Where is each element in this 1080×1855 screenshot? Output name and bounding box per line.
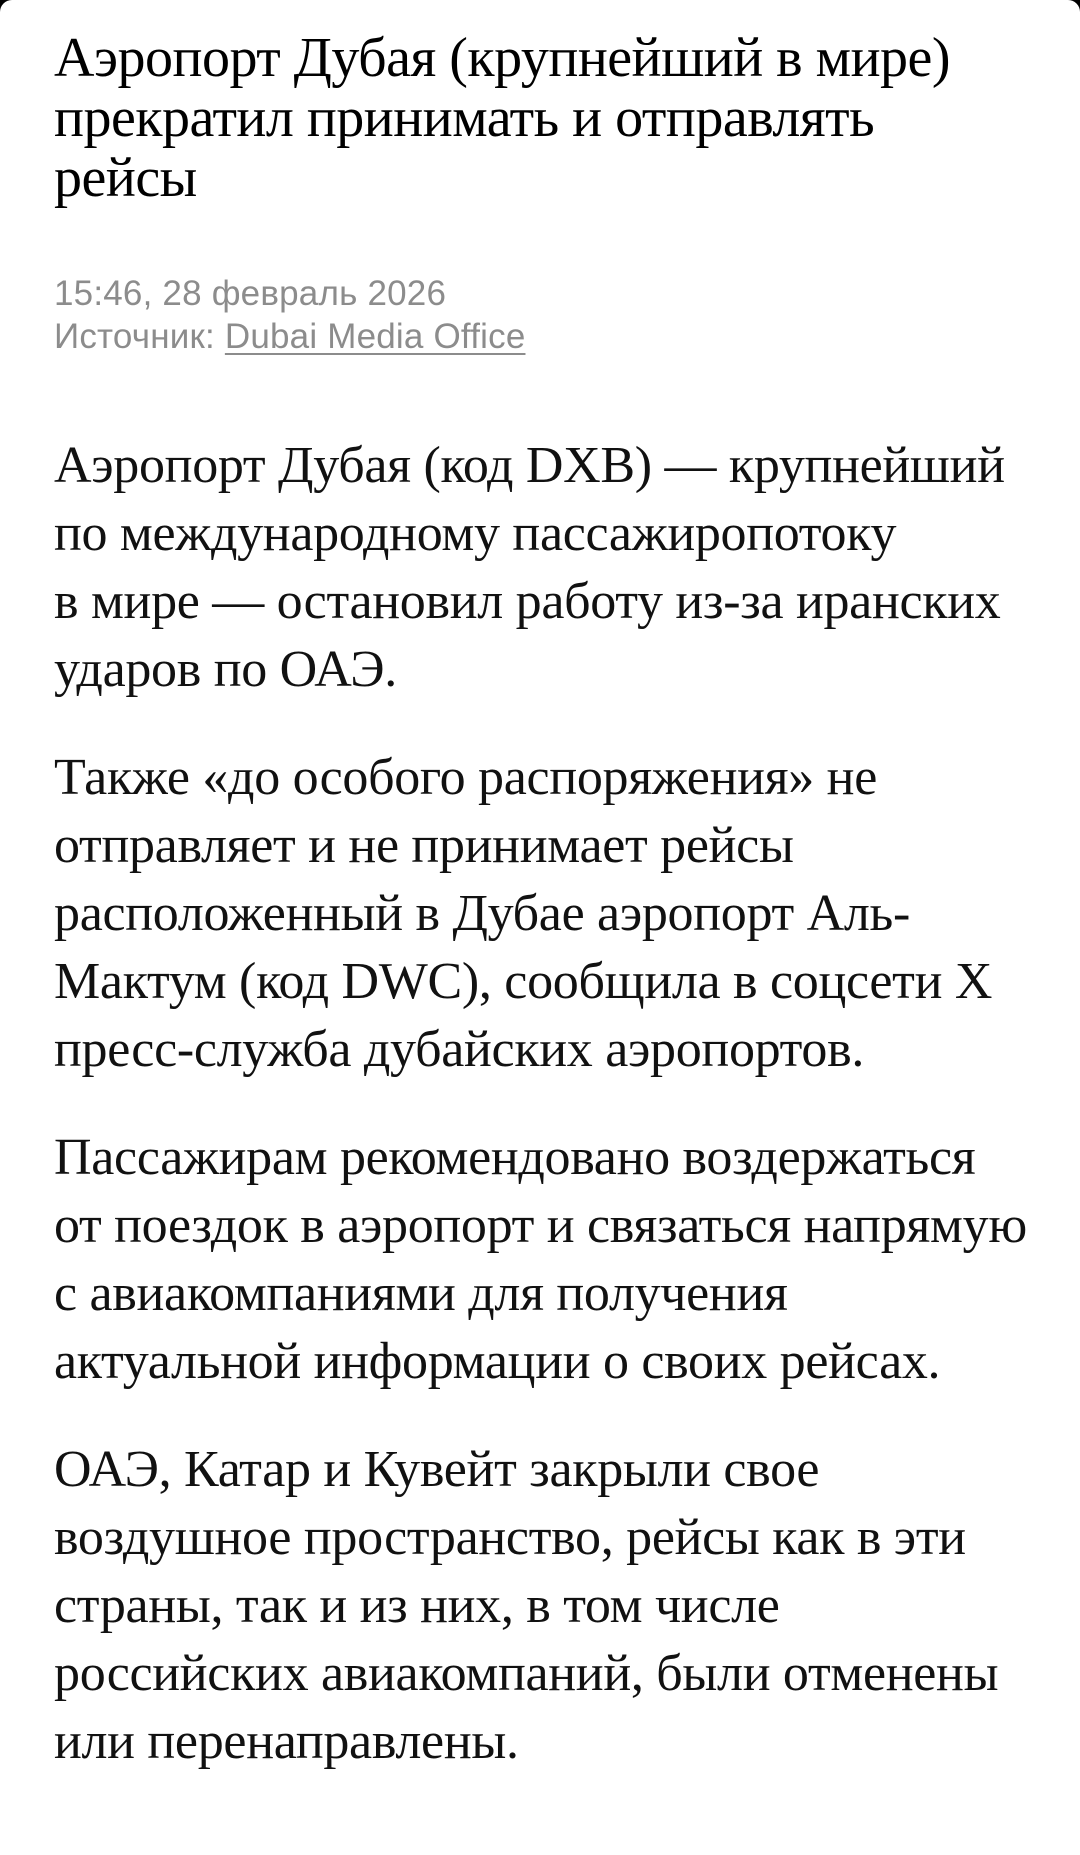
source-link[interactable]: Dubai Media Office <box>224 317 526 356</box>
source-label: Источник: <box>54 317 225 356</box>
article-title: Аэропорт Дубая (крупнейший в мире) прекратил принимать и отправлять рейсы <box>54 27 951 209</box>
article-paragraph: ОАЭ, Катар и Кувейт закрыли свое воздушное пространство, рейсы как в эти страны, так и из них, в том числе российских авиакомпаний, были отменены или перенаправлены. <box>54 1441 999 1770</box>
article-paragraph: Также «до особого распоряжения» не отправляет и не принимает рейсы расположенный в Дубае аэропорт Аль-Мактум (код DWC), сообщила в соцсети X пресс-служба дубайских аэропортов. <box>54 749 993 1078</box>
article-timestamp: 15:46, 28 февраль 2026 <box>54 274 447 313</box>
article-meta <box>54 272 1030 358</box>
article-paragraph: Пассажирам рекомендовано воздержаться от поездок в аэропорт и связаться напрямую с авиакомпаниями для получения актуальной информации о своих рейсах. <box>54 1129 1027 1390</box>
article-source <box>54 315 1030 358</box>
article-body <box>54 432 1030 1776</box>
article-paragraph: Аэропорт Дубая (код DXB) — крупнейший по международному пассажиропотоку в мире — остановил работу из-за иранских ударов по ОАЭ. <box>54 437 1005 698</box>
